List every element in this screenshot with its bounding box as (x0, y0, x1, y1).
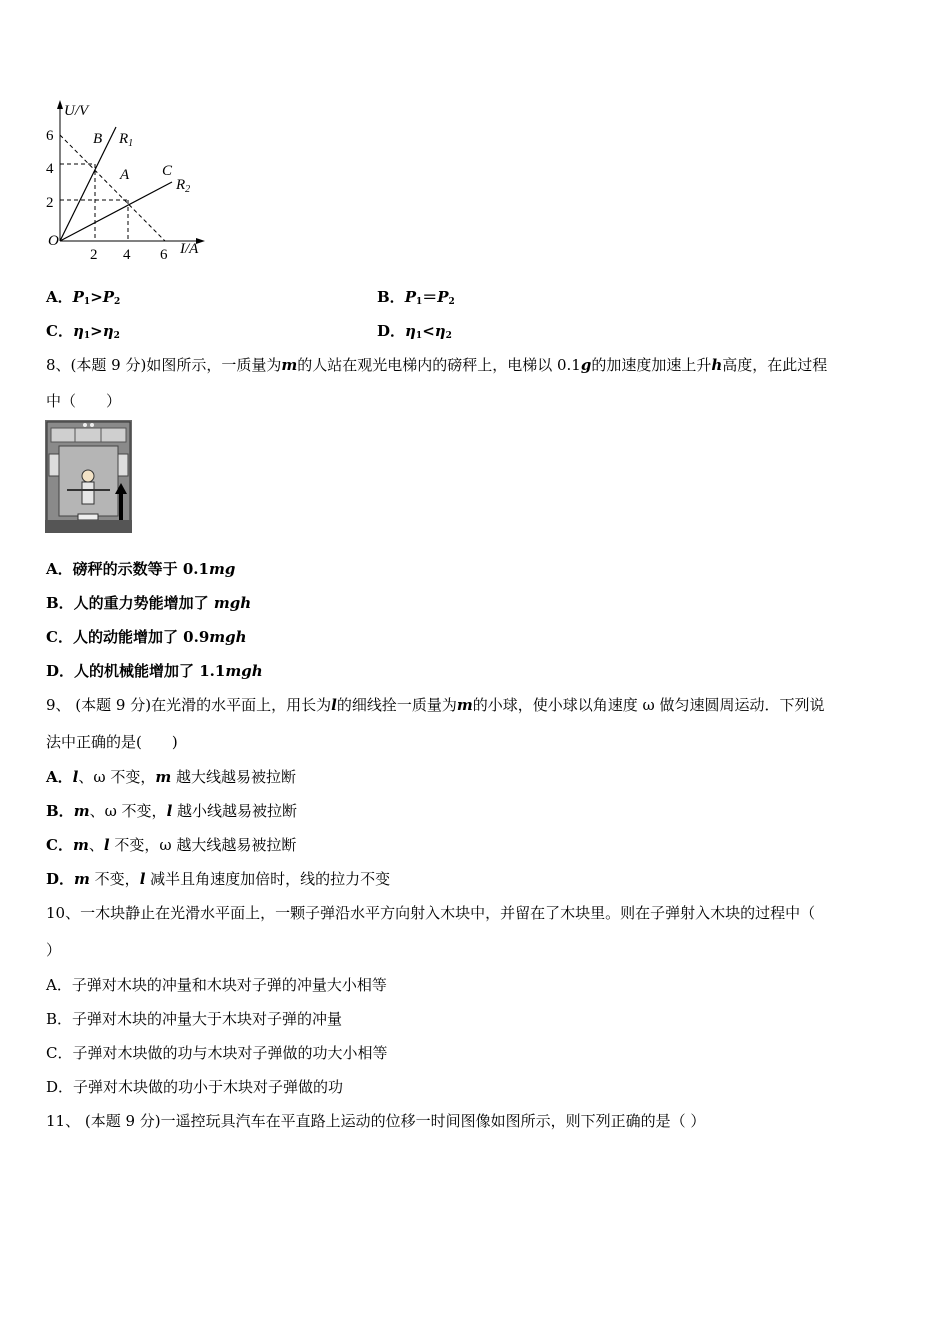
point-b-label: B (93, 131, 103, 147)
u-i-graph (40, 95, 220, 265)
q8-option-c: C．人的动能增加了 0.9mgh (46, 628, 247, 646)
q10-stem: 10、一木块静止在光滑水平面上，一颗子弹沿水平方向射入木块中，并留在了木块里。则在子弹射入木块的过程中（ (46, 904, 816, 922)
r1-label: $R_1$ (119, 131, 134, 149)
q8-option-a: A．磅秤的示数等于 0.1mg (46, 560, 236, 578)
person-body (82, 482, 94, 504)
x-tick-4: 4 (123, 247, 131, 263)
q7-option-d: D．$\eta_1<\eta_2$ (377, 322, 452, 341)
q10-option-c: C．子弹对木块做的功与木块对子弹做的功大小相等 (46, 1044, 388, 1062)
q8-option-d: D．人的机械能增加了 1.1mgh (46, 662, 263, 680)
point-a-label: A (120, 167, 130, 183)
q10-stem-line2: ） (46, 941, 62, 959)
y-axis-arrow (57, 100, 63, 109)
scale (78, 514, 98, 520)
origin-label: O (48, 233, 59, 249)
q9-option-b: B．m、ω 不变，l 越小线越易被拉断 (46, 802, 298, 820)
elevator-image (45, 420, 132, 533)
point-c-label: C (162, 163, 173, 179)
q7-option-b: B．$P_1=P_2$ (377, 288, 455, 307)
person-head (82, 470, 94, 482)
x-axis-label: I/A (180, 241, 199, 257)
q10-option-a: A．子弹对木块的冲量和木块对子弹的冲量大小相等 (46, 976, 387, 994)
q10-option-d: D．子弹对木块做的功小于木块对子弹做的功 (46, 1078, 344, 1096)
x-tick-2: 2 (90, 247, 98, 263)
q9-option-a: A．l、ω 不变，m 越大线越易被拉断 (46, 768, 297, 786)
q7-option-c: C．$\eta_1>\eta_2$ (46, 322, 120, 341)
q9-option-d: D．m 不变，l 减半且角速度加倍时，线的拉力不变 (46, 870, 391, 888)
q10-option-b: B．子弹对木块的冲量大于木块对子弹的冲量 (46, 1010, 343, 1028)
y-axis-label: U/V (64, 103, 89, 119)
y-tick-6: 6 (46, 128, 54, 144)
q8-stem-line2: 中（ ） (46, 392, 122, 410)
q11-stem: 11、 (本题 9 分)一遥控玩具汽车在平直路上运动的位移一时间图像如图所示，则下列正确的是（ ） (46, 1112, 706, 1130)
source-line-dashed (60, 135, 165, 241)
y-tick-4: 4 (46, 161, 54, 177)
q8-option-b: B．人的重力势能增加了 mgh (46, 594, 252, 612)
x-tick-6: 6 (160, 247, 168, 263)
q7-option-a: A．$P_1>P_2$ (46, 288, 121, 307)
r2-label: $R_2$ (176, 177, 191, 195)
q9-option-c: C．m、l 不变，ω 越大线越易被拉断 (46, 836, 297, 854)
r1-line (60, 127, 116, 241)
q8-stem: 8、(本题 9 分)如图所示，一质量为m的人站在观光电梯内的磅秤上，电梯以 0.1g的加速度加速上升h高度，在此过程 (46, 356, 828, 374)
q9-stem-line2: 法中正确的是( ) (46, 733, 178, 751)
y-tick-2: 2 (46, 195, 54, 211)
q9-stem: 9、 (本题 9 分)在光滑的水平面上，用长为l的细线拴一质量为m的小球，使小球以角速度 ω 做匀速圆周运动．下列说 (46, 696, 825, 714)
